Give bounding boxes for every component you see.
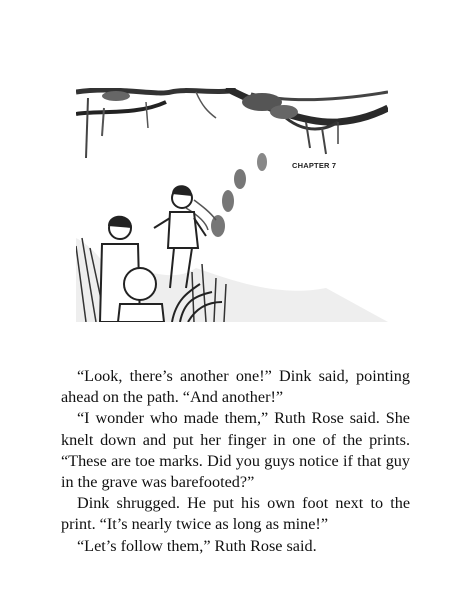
body-text xyxy=(61,366,410,557)
paragraph: “Look, there’s another one!” Dink said, pointing ahead on the path. “And another!” xyxy=(61,367,410,407)
chapter-illustration xyxy=(76,88,388,322)
paragraph: “I wonder who made them,” Ruth Rose said. She knelt down and put her finger in one of the prints. “These are toe marks. Did you guys notice if that guy in the grave was barefooted?” xyxy=(61,409,410,492)
paragraph: Dink shrugged. He put his own foot next to the print. “It’s nearly twice as long as mine!” xyxy=(61,494,410,534)
paragraph: “Let’s follow them,” Ruth Rose said. xyxy=(77,536,317,555)
chapter-heading: CHAPTER 7 xyxy=(292,161,337,170)
